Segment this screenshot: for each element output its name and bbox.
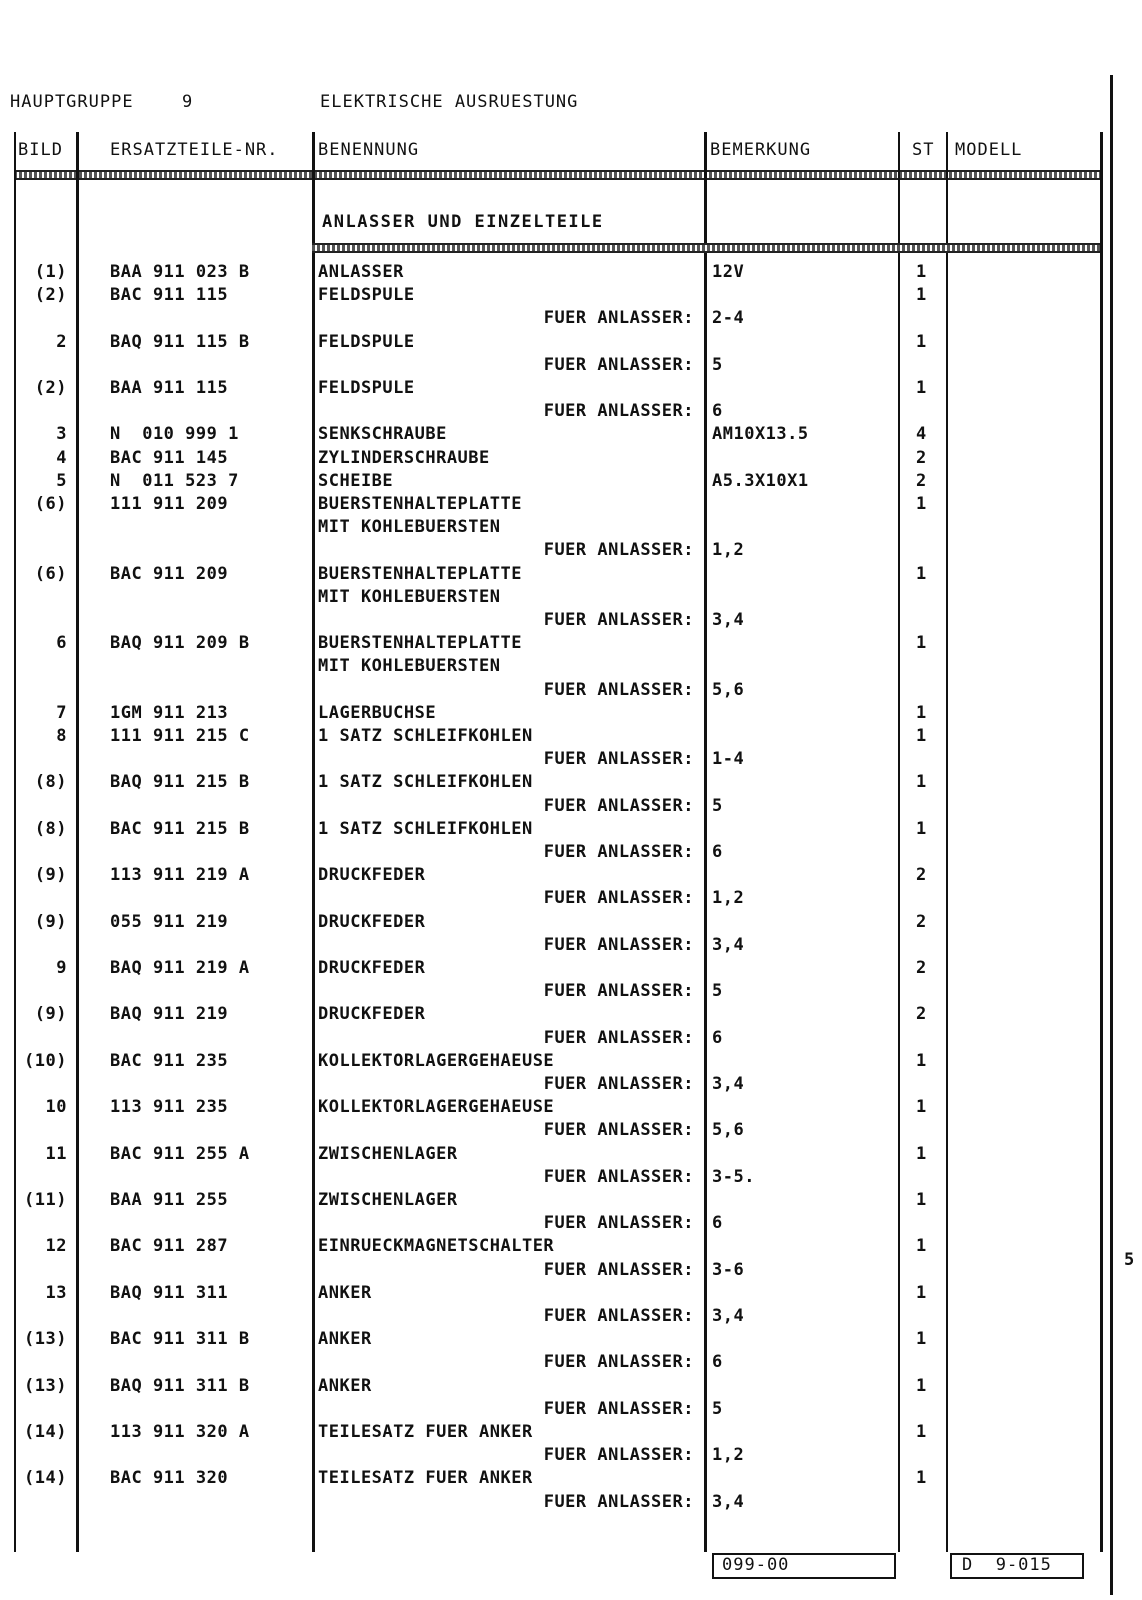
row-name: SCHEIBE bbox=[318, 470, 394, 491]
row-name: DRUCKFEDER bbox=[318, 958, 426, 978]
row-qty: 1 bbox=[916, 331, 927, 352]
row-part-number: 111 911 215 C bbox=[110, 726, 250, 746]
row-name: EINRUECKMAGNETSCHALTER bbox=[318, 1236, 555, 1257]
row-name: DRUCKFEDER bbox=[318, 865, 426, 886]
row-remark: 2-4 bbox=[712, 308, 745, 329]
page-edge-right bbox=[1110, 75, 1113, 1595]
row-qty: 1 bbox=[916, 633, 927, 654]
row-name: FELDSPULE bbox=[318, 331, 415, 352]
row-remark: 3,4 bbox=[712, 934, 745, 955]
row-remark: 1-4 bbox=[712, 749, 745, 770]
col-bild: BILD bbox=[18, 140, 63, 160]
row-bild: (11) bbox=[24, 1190, 67, 1210]
row-remark: 1,2 bbox=[712, 1445, 745, 1466]
row-applicability-label: FUER ANLASSER: bbox=[543, 1445, 694, 1466]
row-part-number: 111 911 209 bbox=[110, 494, 229, 514]
section-rule bbox=[312, 243, 1100, 253]
row-name: DRUCKFEDER bbox=[318, 1004, 426, 1025]
divider-bild bbox=[76, 132, 79, 1552]
col-part-no: ERSATZTEILE-NR. bbox=[110, 140, 279, 160]
row-part-number: BAA 911 255 bbox=[110, 1190, 229, 1210]
row-bild: (2) bbox=[34, 285, 67, 306]
col-name: BENENNUNG bbox=[318, 140, 420, 160]
row-part-number: 113 911 235 bbox=[110, 1097, 229, 1118]
row-part-number: BAC 911 311 B bbox=[110, 1329, 250, 1350]
row-qty: 1 bbox=[916, 494, 927, 514]
row-name: KOLLEKTORLAGERGEHAEUSE bbox=[318, 1050, 555, 1071]
row-qty: 1 bbox=[916, 702, 927, 723]
divider-name bbox=[704, 132, 707, 1552]
row-part-number: 1GM 911 213 bbox=[110, 702, 229, 723]
row-bild: (2) bbox=[34, 378, 67, 398]
row-remark: 6 bbox=[712, 842, 723, 862]
row-applicability-label: FUER ANLASSER: bbox=[543, 981, 694, 1002]
row-applicability-label: FUER ANLASSER: bbox=[543, 1398, 694, 1419]
header-rule bbox=[14, 170, 1100, 180]
row-bild: (9) bbox=[34, 1004, 67, 1025]
row-remark: 5 bbox=[712, 354, 723, 375]
row-applicability-label: FUER ANLASSER: bbox=[543, 1120, 694, 1141]
row-qty: 1 bbox=[916, 1329, 927, 1350]
footer-code-left: 099-00 bbox=[722, 1555, 790, 1575]
row-remark: 5,6 bbox=[712, 1120, 745, 1141]
row-part-number: BAQ 911 311 B bbox=[110, 1375, 250, 1396]
row-part-number: N 010 999 1 bbox=[110, 424, 239, 445]
row-bild: 3 bbox=[56, 424, 67, 445]
row-applicability-label: FUER ANLASSER: bbox=[543, 1213, 694, 1234]
row-remark: 1,2 bbox=[712, 540, 745, 561]
row-name: TEILESATZ FUER ANKER bbox=[318, 1468, 533, 1489]
row-part-number: BAC 911 115 bbox=[110, 285, 229, 306]
row-remark: 3,4 bbox=[712, 1306, 745, 1326]
row-bild: (9) bbox=[34, 865, 67, 886]
row-applicability-label: FUER ANLASSER: bbox=[543, 749, 694, 770]
row-qty: 2 bbox=[916, 911, 927, 932]
row-bild: 2 bbox=[56, 331, 67, 352]
group-label: HAUPTGRUPPE bbox=[10, 92, 134, 112]
row-applicability-label: FUER ANLASSER: bbox=[543, 1491, 694, 1512]
row-qty: 1 bbox=[916, 285, 927, 306]
row-name: DRUCKFEDER bbox=[318, 911, 426, 932]
row-name: SENKSCHRAUBE bbox=[318, 424, 447, 445]
row-part-number: BAQ 911 115 B bbox=[110, 331, 250, 352]
row-name: MIT KOHLEBUERSTEN bbox=[318, 656, 501, 677]
row-name: ANKER bbox=[318, 1329, 372, 1350]
row-part-number: BAQ 911 215 B bbox=[110, 772, 250, 793]
row-name: MIT KOHLEBUERSTEN bbox=[318, 517, 501, 538]
row-remark: 6 bbox=[712, 401, 723, 422]
row-name: TEILESATZ FUER ANKER bbox=[318, 1422, 533, 1442]
row-name: BUERSTENHALTEPLATTE bbox=[318, 494, 522, 514]
row-bild: (8) bbox=[34, 772, 67, 793]
row-bild: (14) bbox=[24, 1468, 67, 1489]
side-marker: 5 bbox=[1124, 1250, 1135, 1270]
row-name: ZYLINDERSCHRAUBE bbox=[318, 447, 490, 468]
row-name: FELDSPULE bbox=[318, 285, 415, 306]
row-part-number: 055 911 219 bbox=[110, 911, 229, 932]
row-part-number: N 011 523 7 bbox=[110, 470, 239, 491]
row-name: KOLLEKTORLAGERGEHAEUSE bbox=[318, 1097, 555, 1118]
row-bild: (6) bbox=[34, 494, 67, 514]
row-applicability-label: FUER ANLASSER: bbox=[543, 610, 694, 630]
row-applicability-label: FUER ANLASSER: bbox=[543, 401, 694, 422]
row-name: ZWISCHENLAGER bbox=[318, 1143, 458, 1164]
row-qty: 1 bbox=[916, 1236, 927, 1257]
col-remark: BEMERKUNG bbox=[710, 140, 812, 160]
row-bild: (9) bbox=[34, 911, 67, 932]
row-name: BUERSTENHALTEPLATTE bbox=[318, 563, 522, 584]
group-number: 9 bbox=[182, 92, 194, 112]
row-remark: A5.3X10X1 bbox=[712, 470, 809, 491]
row-bild: 8 bbox=[56, 726, 67, 746]
group-title: ELEKTRISCHE AUSRUESTUNG bbox=[320, 92, 579, 112]
row-name: 1 SATZ SCHLEIFKOHLEN bbox=[318, 772, 533, 793]
row-part-number: BAA 911 023 B bbox=[110, 262, 250, 282]
row-applicability-label: FUER ANLASSER: bbox=[543, 1074, 694, 1094]
row-remark: 3-5. bbox=[712, 1166, 755, 1187]
row-part-number: BAQ 911 219 A bbox=[110, 958, 250, 978]
row-name: 1 SATZ SCHLEIFKOHLEN bbox=[318, 818, 533, 839]
row-name: ANKER bbox=[318, 1282, 372, 1303]
row-bild: 7 bbox=[56, 702, 67, 723]
row-remark: AM10X13.5 bbox=[712, 424, 809, 445]
col-model: MODELL bbox=[955, 140, 1023, 160]
row-applicability-label: FUER ANLASSER: bbox=[543, 888, 694, 909]
row-name: ANLASSER bbox=[318, 262, 404, 282]
divider-remark bbox=[898, 132, 900, 1552]
row-remark: 5 bbox=[712, 981, 723, 1002]
row-bild: 13 bbox=[45, 1282, 67, 1303]
row-applicability-label: FUER ANLASSER: bbox=[543, 1306, 694, 1326]
divider-right bbox=[1100, 132, 1103, 1552]
row-qty: 1 bbox=[916, 1143, 927, 1164]
divider-qty bbox=[946, 132, 948, 1552]
row-applicability-label: FUER ANLASSER: bbox=[543, 842, 694, 862]
row-remark: 3-6 bbox=[712, 1259, 745, 1280]
row-qty: 1 bbox=[916, 1097, 927, 1118]
row-bild: 4 bbox=[56, 447, 67, 468]
row-qty: 2 bbox=[916, 447, 927, 468]
row-bild: 11 bbox=[45, 1143, 67, 1164]
row-name: FELDSPULE bbox=[318, 378, 415, 398]
row-name: LAGERBUCHSE bbox=[318, 702, 437, 723]
row-name: BUERSTENHALTEPLATTE bbox=[318, 633, 522, 654]
divider-left bbox=[14, 132, 16, 1552]
row-qty: 1 bbox=[916, 1375, 927, 1396]
row-name: ANKER bbox=[318, 1375, 372, 1396]
row-remark: 6 bbox=[712, 1027, 723, 1048]
row-part-number: BAC 911 209 bbox=[110, 563, 229, 584]
row-bild: (14) bbox=[24, 1422, 67, 1442]
row-name: 1 SATZ SCHLEIFKOHLEN bbox=[318, 726, 533, 746]
row-qty: 2 bbox=[916, 470, 927, 491]
row-part-number: BAC 911 235 bbox=[110, 1050, 229, 1071]
row-part-number: BAC 911 287 bbox=[110, 1236, 229, 1257]
row-applicability-label: FUER ANLASSER: bbox=[543, 934, 694, 955]
row-remark: 3,4 bbox=[712, 1074, 745, 1094]
row-applicability-label: FUER ANLASSER: bbox=[543, 1027, 694, 1048]
row-remark: 12V bbox=[712, 262, 745, 282]
row-part-number: BAC 911 255 A bbox=[110, 1143, 250, 1164]
row-bild: (10) bbox=[24, 1050, 67, 1071]
row-part-number: BAC 911 320 bbox=[110, 1468, 229, 1489]
row-applicability-label: FUER ANLASSER: bbox=[543, 1166, 694, 1187]
row-qty: 1 bbox=[916, 1282, 927, 1303]
row-qty: 1 bbox=[916, 1050, 927, 1071]
row-part-number: 113 911 320 A bbox=[110, 1422, 250, 1442]
row-bild: (6) bbox=[34, 563, 67, 584]
row-bild: (8) bbox=[34, 818, 67, 839]
row-bild: (13) bbox=[24, 1375, 67, 1396]
row-part-number: BAC 911 215 B bbox=[110, 818, 250, 839]
row-part-number: 113 911 219 A bbox=[110, 865, 250, 886]
row-bild: 6 bbox=[56, 633, 67, 654]
row-bild: 9 bbox=[56, 958, 67, 978]
row-part-number: BAQ 911 219 bbox=[110, 1004, 229, 1025]
row-bild: (1) bbox=[34, 262, 67, 282]
row-part-number: BAQ 911 209 B bbox=[110, 633, 250, 654]
row-qty: 1 bbox=[916, 726, 927, 746]
row-part-number: BAC 911 145 bbox=[110, 447, 229, 468]
row-remark: 3,4 bbox=[712, 610, 745, 630]
section-title: ANLASSER UND EINZELTEILE bbox=[322, 212, 604, 232]
row-name: MIT KOHLEBUERSTEN bbox=[318, 586, 501, 607]
row-bild: 10 bbox=[45, 1097, 67, 1118]
col-qty: ST bbox=[912, 140, 935, 160]
row-qty: 1 bbox=[916, 1190, 927, 1210]
row-applicability-label: FUER ANLASSER: bbox=[543, 1352, 694, 1373]
row-qty: 4 bbox=[916, 424, 927, 445]
row-applicability-label: FUER ANLASSER: bbox=[543, 540, 694, 561]
row-applicability-label: FUER ANLASSER: bbox=[543, 354, 694, 375]
row-applicability-label: FUER ANLASSER: bbox=[543, 1259, 694, 1280]
row-bild: 12 bbox=[45, 1236, 67, 1257]
footer-code-right: D 9-015 bbox=[962, 1555, 1052, 1575]
row-remark: 5 bbox=[712, 1398, 723, 1419]
row-remark: 6 bbox=[712, 1213, 723, 1234]
row-qty: 1 bbox=[916, 818, 927, 839]
row-qty: 1 bbox=[916, 563, 927, 584]
row-applicability-label: FUER ANLASSER: bbox=[543, 795, 694, 816]
divider-part bbox=[312, 132, 315, 1552]
row-qty: 1 bbox=[916, 1422, 927, 1442]
row-bild: 5 bbox=[56, 470, 67, 491]
row-remark: 1,2 bbox=[712, 888, 745, 909]
row-remark: 5 bbox=[712, 795, 723, 816]
row-applicability-label: FUER ANLASSER: bbox=[543, 308, 694, 329]
row-name: ZWISCHENLAGER bbox=[318, 1190, 458, 1210]
row-qty: 2 bbox=[916, 1004, 927, 1025]
row-applicability-label: FUER ANLASSER: bbox=[543, 679, 694, 700]
row-qty: 1 bbox=[916, 772, 927, 793]
row-bild: (13) bbox=[24, 1329, 67, 1350]
row-remark: 3,4 bbox=[712, 1491, 745, 1512]
row-part-number: BAQ 911 311 bbox=[110, 1282, 229, 1303]
row-qty: 1 bbox=[916, 262, 927, 282]
row-remark: 5,6 bbox=[712, 679, 745, 700]
row-qty: 2 bbox=[916, 958, 927, 978]
row-qty: 2 bbox=[916, 865, 927, 886]
row-remark: 6 bbox=[712, 1352, 723, 1373]
row-part-number: BAA 911 115 bbox=[110, 378, 229, 398]
row-qty: 1 bbox=[916, 378, 927, 398]
row-qty: 1 bbox=[916, 1468, 927, 1489]
